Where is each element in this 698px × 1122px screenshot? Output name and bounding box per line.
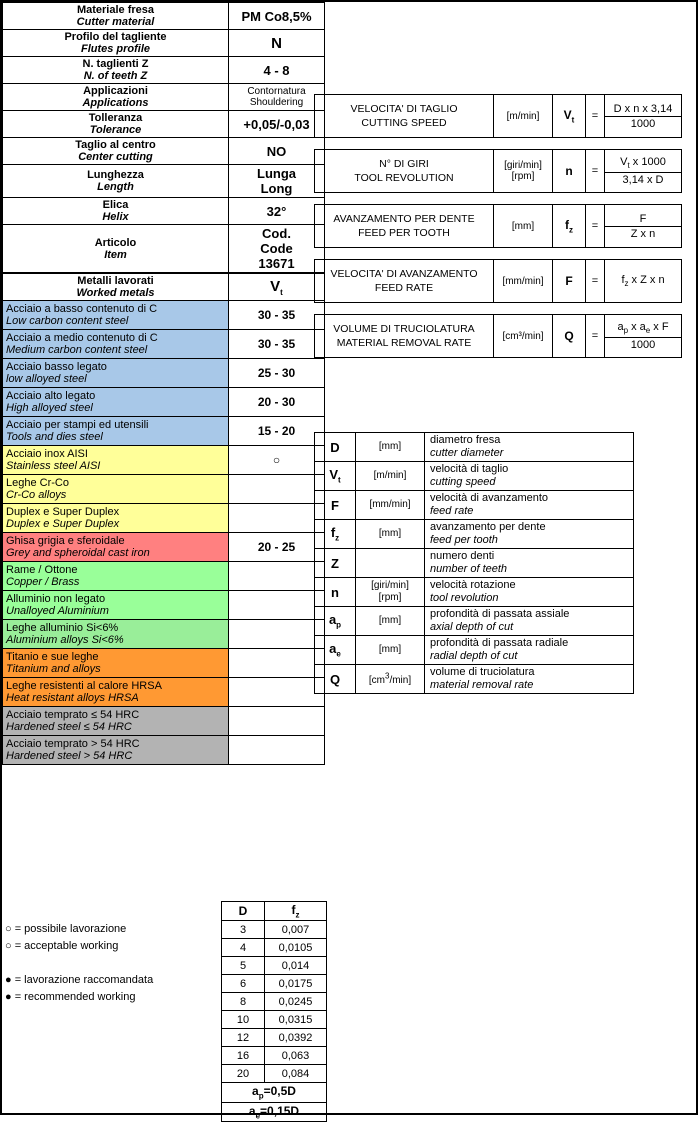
formula-symbol: Q [553,315,586,358]
symbol-description-it: velocità di taglio [430,463,509,475]
symbol-row [315,607,634,636]
formula-unit-cell [494,260,553,303]
fz-row [222,975,327,993]
symbol-unit-cell [356,636,425,665]
formula-spacer [315,303,682,315]
symbol-unit: [giri/min] [371,580,409,591]
symbol-description-it: profondità di passata radiale [430,637,569,649]
material-name-en: High alloyed steel [6,402,93,414]
spec-label-en: Helix [102,211,129,223]
symbol-description-it: profondità di passata assiale [430,608,570,620]
symbol-description [425,491,634,520]
material-name [3,736,229,765]
fz-diameter: 8 [222,993,265,1011]
spec-value: 32° [229,198,325,225]
fz-header-row [222,902,327,921]
spec-row [3,111,325,138]
symbol-row [315,549,634,578]
materials-header-label [3,274,229,301]
fz-value: 0,063 [265,1047,327,1065]
material-cutting-speed: 25 - 30 [229,359,325,388]
formula-fraction [605,205,682,248]
fz-row [222,957,327,975]
symbol-name: $a_e$ [315,636,356,665]
formula-spacer [315,193,682,205]
legend-block [2,921,221,1006]
symbol-description [425,607,634,636]
symbol-row [315,433,634,462]
formula-description [315,260,494,303]
material-name-it: Acciaio inox AISI [6,448,88,460]
formula-description [315,150,494,193]
formula-numerator: $V_t$ x 1000 [605,155,681,172]
formula-row [315,315,682,358]
material-name [3,533,229,562]
fz-row [222,1047,327,1065]
legend-spacer [2,955,221,972]
materials-header-value: $V_t$ [229,274,325,301]
formula-unit-cell [494,205,553,248]
materials-header-en: Worked metals [76,287,155,299]
formula-unit: [cm³/min] [502,330,544,342]
fz-footer-row [222,1083,327,1102]
material-name [3,504,229,533]
symbol-description [425,636,634,665]
material-cutting-speed: 30 - 35 [229,330,325,359]
symbol-description-en: cutting speed [430,476,496,488]
symbol-description-en: axial depth of cut [430,621,514,633]
materials-header-row [3,274,325,301]
spec-label [3,165,229,198]
symbol-description-en: feed rate [430,505,474,517]
material-name-it: Acciaio a basso contenuto di C [6,303,158,315]
spec-value: Lunga Long [229,165,325,198]
fz-diameter: 4 [222,939,265,957]
symbol-row [315,665,634,694]
formula-unit-alt: [rpm] [511,171,535,182]
material-name-en: Tools and dies steel [6,431,103,443]
spec-value: NO [229,138,325,165]
spec-label-it: Profilo del tagliente [64,31,167,43]
symbol-unit-cell [356,462,425,491]
formula-description-it: VOLUME DI TRUCIOLATURA [333,323,475,335]
material-name-en: Unalloyed Aluminium [6,605,109,617]
symbol-name: Q [315,665,356,694]
spec-label-en: Length [97,181,134,193]
material-name-it: Rame / Ottone [6,564,78,576]
fz-header-fz: $f_z$ [265,902,327,921]
formula-unit-cell [494,150,553,193]
material-name [3,649,229,678]
formula-spacer [315,138,682,150]
materials-header-it: Metalli lavorati [77,275,154,287]
formula-numerator: $a_p$ x $a_e$ x F [605,320,681,337]
material-row [3,301,325,330]
symbol-description-en: material removal rate [430,679,534,691]
material-cutting-speed [229,475,325,504]
formula-numerator: D x n x 3,14 [605,102,681,117]
formula-description-en: MATERIAL REMOVAL RATE [336,337,472,349]
symbol-description-it: volume di truciolatura [430,666,535,678]
formula-numerator: F [605,212,681,227]
material-row [3,591,325,620]
formula-unit: [m/min] [506,110,540,122]
spec-value: +0,05/-0,03 [229,111,325,138]
symbol-unit-cell [356,433,425,462]
material-row [3,649,325,678]
formula-denominator: 3,14 x D [622,173,664,186]
material-name-it: Acciaio temprato > 54 HRC [6,738,140,750]
material-name-en: Aluminium alloys Si<6% [6,634,124,646]
cutter-spec-table [2,2,325,273]
formula-spacer [315,248,682,260]
material-row [3,446,325,475]
formula-block [314,94,673,358]
formula-denominator: 1000 [630,338,656,351]
symbol-name: D [315,433,356,462]
symbol-row [315,462,634,491]
formula-fraction [605,260,682,303]
symbol-name: Z [315,549,356,578]
material-name-en: Grey and spheroidal cast iron [6,547,150,559]
fz-diameter: 12 [222,1029,265,1047]
formula-row [315,150,682,193]
formula-description-en: TOOL REVOLUTION [354,172,454,184]
material-name-it: Acciaio per stampi ed utensili [6,419,149,431]
material-name-en: Copper / Brass [6,576,80,588]
worked-metals-table [2,273,325,765]
material-row [3,475,325,504]
spec-label-it: N. taglienti Z [82,58,149,70]
symbol-description-en: feed per tooth [430,534,498,546]
spec-label-it: Taglio al centro [75,139,156,151]
material-name [3,359,229,388]
fz-row [222,1065,327,1083]
material-row [3,707,325,736]
material-name-en: Titanium and alloys [6,663,101,675]
formula-description [315,95,494,138]
formula-row [315,205,682,248]
formula-symbol: n [553,150,586,193]
symbol-legend-table [314,432,634,694]
formula-fraction [605,150,682,193]
spec-value: 4 - 8 [229,57,325,84]
spec-value: Contornatura Shouldering [229,84,325,111]
spec-label [3,225,229,273]
formula-unit: [mm] [511,220,535,232]
spec-label-en: Cutter material [76,16,155,28]
formula-expression: $f_z$ x Z x n [621,273,665,289]
material-name-it: Ghisa grigia e sferoidale [6,535,125,547]
symbol-description-en: number of teeth [430,563,508,575]
material-cutting-speed: ○ [229,446,325,475]
material-name-it: Titanio e sue leghe [6,651,99,663]
material-cutting-speed: 20 - 30 [229,388,325,417]
material-row [3,562,325,591]
symbol-name: n [315,578,356,607]
fz-value: 0,0175 [265,975,327,993]
material-cutting-speed [229,591,325,620]
formula-description-it: VELOCITA' DI TAGLIO [350,103,458,115]
material-name-en: Heat resistant alloys HRSA [6,692,139,704]
symbol-name: $f_z$ [315,520,356,549]
spec-label-en: Applications [82,97,149,109]
material-cutting-speed: 30 - 35 [229,301,325,330]
fz-value: 0,007 [265,921,327,939]
material-row [3,533,325,562]
material-cutting-speed [229,678,325,707]
material-row [3,736,325,765]
material-name-en: Stainless steel AISI [6,460,101,472]
fz-row [222,939,327,957]
symbol-row [315,520,634,549]
symbol-description-it: numero denti [430,550,495,562]
spec-label [3,3,229,30]
symbol-name: $a_p$ [315,607,356,636]
formula-description-en: FEED RATE [374,282,434,294]
spec-label-en: Tolerance [89,124,142,136]
spec-label-it: Materiale fresa [76,4,155,16]
symbol-description-it: velocità rotazione [430,579,516,591]
material-cutting-speed [229,504,325,533]
spec-row [3,225,325,273]
fz-diameter: 3 [222,921,265,939]
material-name [3,301,229,330]
fz-diameter: 5 [222,957,265,975]
spec-value: Cod. Code 13671 [229,225,325,273]
material-name [3,562,229,591]
legend-line: ● = lavorazione raccomandata [5,974,154,986]
spec-row [3,138,325,165]
formula-fraction [605,95,682,138]
formula-table [314,94,682,358]
formula-description-it: AVANZAMENTO PER DENTE [333,213,475,225]
fz-footer: $a_e=0,15D$ [222,1102,327,1121]
formula-unit-cell [494,95,553,138]
symbol-unit-cell [356,607,425,636]
material-cutting-speed: 20 - 25 [229,533,325,562]
symbol-unit: [mm/min] [369,499,411,510]
material-row [3,417,325,446]
formula-equals: = [586,205,605,248]
spec-label-en: N. of teeth Z [83,70,148,82]
material-name-en: Hardened steel > 54 HRC [6,750,133,762]
material-name-it: Leghe resistenti al calore HRSA [6,680,162,692]
spec-row [3,165,325,198]
legend-line: ○ = possibile lavorazione [5,923,127,935]
fz-value: 0,0105 [265,939,327,957]
left-panel [2,2,314,765]
symbol-description [425,549,634,578]
material-name [3,591,229,620]
fz-diameter: 20 [222,1065,265,1083]
material-name [3,475,229,504]
material-cutting-speed [229,649,325,678]
material-row [3,678,325,707]
spec-label-it: Lunghezza [87,169,144,181]
symbol-description [425,433,634,462]
fz-diameter: 16 [222,1047,265,1065]
material-name-en: Cr-Co alloys [6,489,67,501]
material-row [3,330,325,359]
material-cutting-speed [229,562,325,591]
symbol-description [425,665,634,694]
material-name-en: Duplex e Super Duplex [6,518,120,530]
formula-denominator: 1000 [630,117,656,130]
material-name-en: low alloyed steel [6,373,87,385]
spec-value: N [229,30,325,57]
material-name-it: Duplex e Super Duplex [6,506,120,518]
legend-line: ○ = acceptable working [5,940,119,952]
spec-row [3,198,325,225]
material-row [3,620,325,649]
formula-symbol: $f_z$ [553,205,586,248]
formula-unit-cell [494,315,553,358]
spec-label-en: Item [104,248,127,261]
spec-label [3,57,229,84]
material-name-en: Medium carbon content steel [6,344,148,356]
spec-label [3,30,229,57]
material-name [3,707,229,736]
fz-row [222,1029,327,1047]
symbol-row [315,578,634,607]
fz-row [222,921,327,939]
formula-symbol: $V_t$ [553,95,586,138]
symbol-unit: [mm] [378,615,402,626]
spec-label-it: Elica [102,199,129,211]
formula-description-it: VELOCITA' DI AVANZAMENTO [330,268,478,280]
formula-description-en: FEED PER TOOTH [358,227,450,239]
formula-symbol: F [553,260,586,303]
symbol-description-en: radial depth of cut [430,650,518,662]
spec-label-it: Tolleranza [88,112,143,124]
fz-value: 0,0245 [265,993,327,1011]
material-cutting-speed [229,736,325,765]
formula-equals: = [586,95,605,138]
material-cutting-speed [229,620,325,649]
formula-equals: = [586,315,605,358]
symbol-description-it: diametro fresa [430,434,501,446]
spec-value: PM Co8,5% [229,3,325,30]
formula-description-it: N° DI GIRI [379,158,429,170]
spec-row [3,30,325,57]
formula-equals: = [586,150,605,193]
fz-row [222,993,327,1011]
material-name-en: Hardened steel ≤ 54 HRC [6,721,132,733]
material-row [3,504,325,533]
symbol-unit-cell [356,665,425,694]
material-name [3,330,229,359]
symbol-unit: [m/min] [373,470,407,481]
spec-label [3,138,229,165]
fz-value: 0,014 [265,957,327,975]
symbol-unit: [mm] [378,528,402,539]
spec-label-en: Flutes profile [80,43,151,55]
material-cutting-speed [229,707,325,736]
material-name-it: Alluminio non legato [6,593,106,605]
symbol-description [425,520,634,549]
symbol-unit: [mm] [378,441,402,452]
material-name [3,620,229,649]
material-name-it: Leghe alluminio Si<6% [6,622,119,634]
symbol-description [425,578,634,607]
fz-row [222,1011,327,1029]
spec-label-it: Applicazioni [83,85,148,97]
formula-row [315,95,682,138]
formula-denominator: Z x n [630,227,656,240]
symbol-unit: $[cm^3/\min]$ [368,671,412,687]
material-name-it: Leghe Cr-Co [6,477,69,489]
spec-label [3,84,229,111]
material-name [3,388,229,417]
symbol-name: $V_t$ [315,462,356,491]
material-row [3,359,325,388]
symbol-description-it: avanzamento per dente [430,521,546,533]
material-name-it: Acciaio a medio contenuto di C [6,332,158,344]
formula-description-en: CUTTING SPEED [361,117,447,129]
fz-diameter: 10 [222,1011,265,1029]
symbol-unit-cell [356,520,425,549]
material-name-en: Low carbon content steel [6,315,129,327]
symbol-row [315,491,634,520]
material-name [3,446,229,475]
symbol-unit-cell [356,578,425,607]
spec-label [3,198,229,225]
symbol-unit-alt: [rpm] [378,592,402,603]
spec-row [3,3,325,30]
formula-unit: [mm/min] [502,275,544,287]
formula-fraction [605,315,682,358]
fz-header-d: D [222,902,265,921]
material-name [3,678,229,707]
symbol-unit: [mm] [378,644,402,655]
material-name-it: Acciaio basso legato [6,361,107,373]
symbol-description-en: tool revolution [430,592,499,604]
spec-label-en: Center cutting [78,151,153,163]
material-row [3,388,325,417]
spec-row [3,84,325,111]
symbol-unit-cell [356,491,425,520]
fz-value: 0,0315 [265,1011,327,1029]
fz-value: 0,0392 [265,1029,327,1047]
spec-row [3,57,325,84]
fz-footer: $a_p=0,5D$ [222,1083,327,1102]
symbol-description [425,462,634,491]
symbol-description-en: cutter diameter [430,447,504,459]
symbol-name: F [315,491,356,520]
formula-row [315,260,682,303]
material-cutting-speed: 15 - 20 [229,417,325,446]
fz-diameter: 6 [222,975,265,993]
symbol-unit-cell [356,549,425,578]
formula-description [315,315,494,358]
fz-value: 0,084 [265,1065,327,1083]
spec-label-it: Articolo [94,236,137,249]
feed-per-tooth-table [221,901,327,1122]
symbol-description-it: velocità di avanzamento [430,492,549,504]
material-name-it: Acciaio temprato ≤ 54 HRC [6,709,140,721]
formula-description [315,205,494,248]
spec-label [3,111,229,138]
formula-unit: [giri/min] [504,160,542,171]
legend-line: ● = recommended working [5,991,136,1003]
formula-equals: = [586,260,605,303]
material-name [3,417,229,446]
fz-footer-row [222,1102,327,1121]
symbol-row [315,636,634,665]
material-name-it: Acciaio alto legato [6,390,96,402]
